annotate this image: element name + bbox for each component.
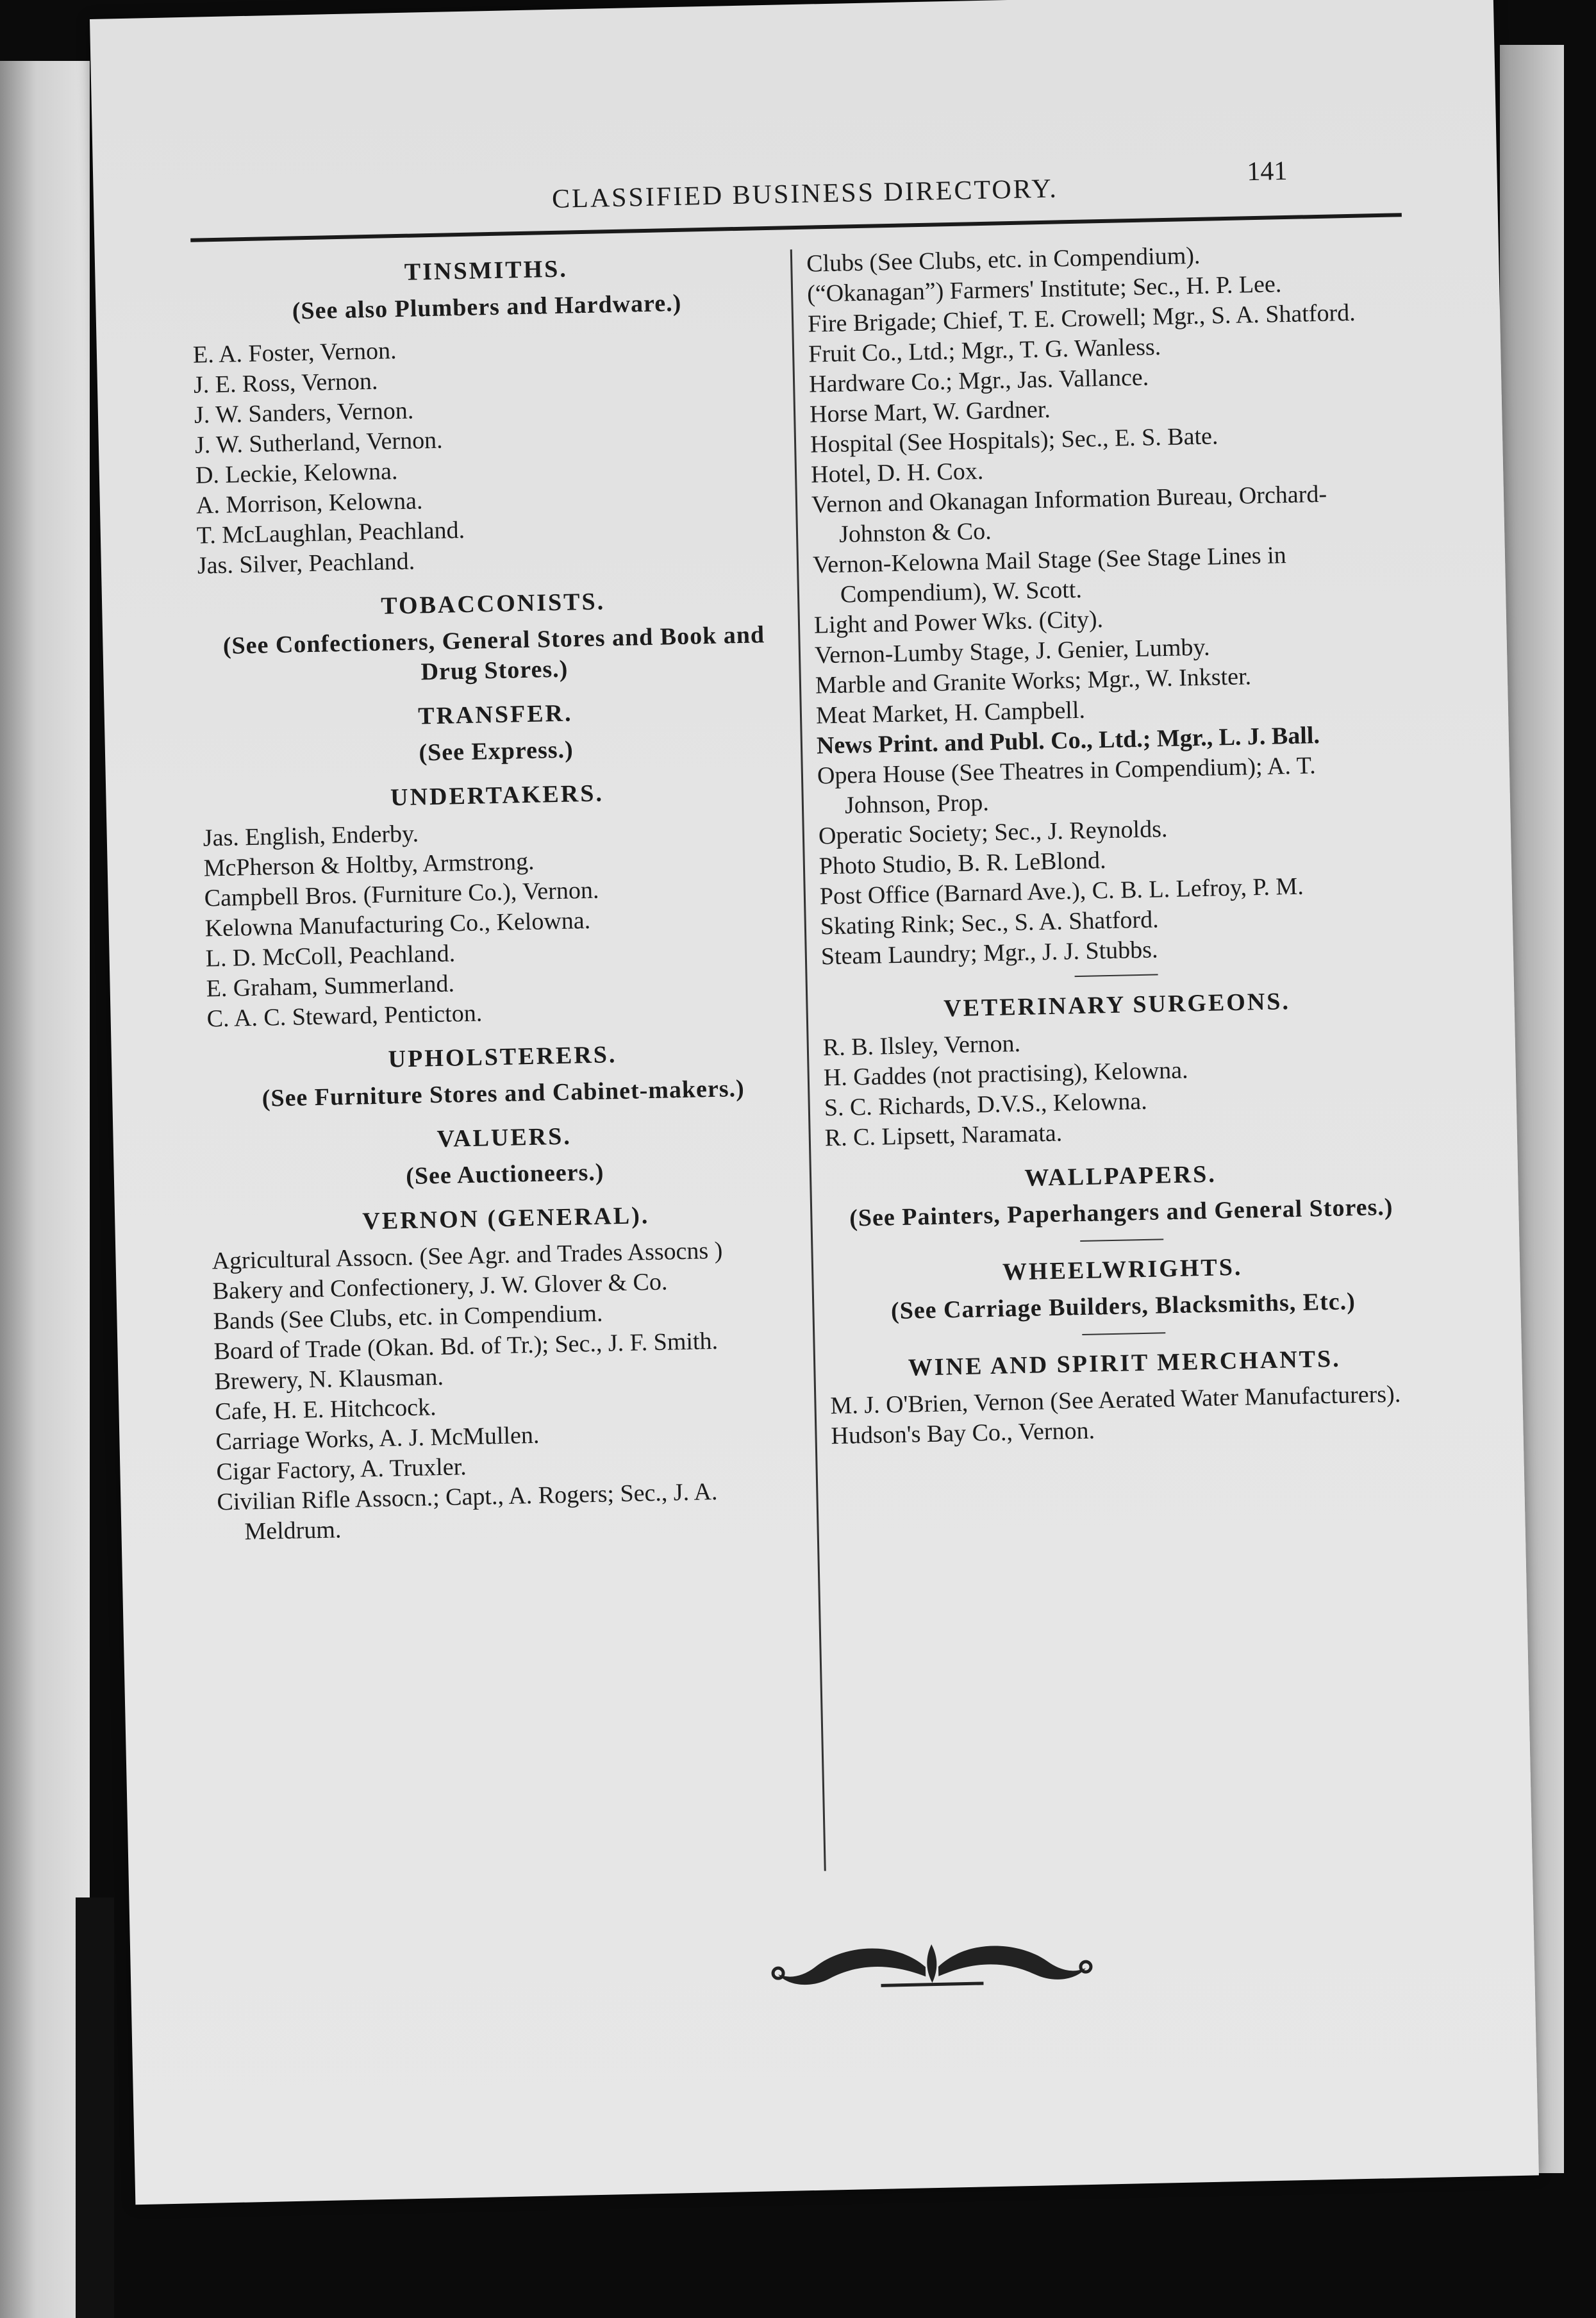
section-heading-wine-spirit-merchants: WINE AND SPIRIT MERCHANTS. (908, 1345, 1342, 1381)
section-heading-veterinary-surgeons: VETERINARY SURGEONS. (943, 988, 1291, 1022)
directory-entry: Civilian Rifle Assocn.; Capt., A. Rogers; Sec., J. A. Meldrum. (217, 1478, 718, 1546)
directory-entry: Horse Mart, W. Gardner. (809, 396, 1051, 428)
section-heading-undertakers: UNDERTAKERS. (390, 780, 604, 812)
directory-entry: Vernon and Okanagan Information Bureau, Orchard-Johnston & Co. (811, 480, 1327, 548)
directory-entry: Brewery, N. Klausman. (214, 1363, 444, 1396)
section-rule (1082, 1332, 1165, 1335)
directory-entry: Bakery and Confectionery, J. W. Glover & Co. (212, 1268, 668, 1305)
section-heading-vernon-general: VERNON (GENERAL). (362, 1202, 650, 1235)
directory-entry: Board of Trade (Okan. Bd. of Tr.); Sec., J. F. Smith. (213, 1327, 719, 1365)
cross-reference: (See Auctioneers.) (405, 1158, 604, 1190)
cross-reference: (See Carriage Builders, Blacksmiths, Etc.) (890, 1288, 1356, 1325)
directory-entry: Campbell Bros. (Furniture Co.), Vernon. (204, 876, 599, 912)
binding-spine (76, 1897, 114, 2318)
directory-entry: Jas. English, Enderby. (203, 820, 419, 852)
directory-entry: A. Morrison, Kelowna. (195, 487, 423, 519)
directory-entry: J. E. Ross, Vernon. (193, 367, 378, 399)
cross-reference: (See Painters, Paperhangers and General Stores.) (849, 1193, 1393, 1232)
directory-entry: Kelowna Manufacturing Co., Kelowna. (204, 906, 591, 942)
section-heading-wheelwrights: WHEELWRIGHTS. (1002, 1253, 1243, 1286)
directory-entry: Agricultural Assocn. (See Agr. and Trades Assocns ) (212, 1237, 723, 1275)
directory-entry: Bands (See Clubs, etc. in Compendium. (213, 1299, 603, 1335)
cross-reference: (See Confectioners, General Stores and Book and Drug Stores.) (222, 621, 765, 686)
directory-entry: Carriage Works, A. J. McMullen. (215, 1421, 540, 1456)
directory-entry: Clubs (See Clubs, etc. in Compendium). (806, 242, 1201, 278)
directory-entry: T. McLaughlan, Peachland. (196, 516, 465, 549)
directory-entry: Meat Market, H. Campbell. (815, 696, 1086, 730)
directory-entry: Fruit Co., Ltd.; Mgr., T. G. Wanless. (808, 333, 1161, 368)
directory-entry: Vernon-Kelowna Mail Stage (See Stage Lines in Compendium), W. Scott. (812, 542, 1287, 608)
directory-entry: D. Leckie, Kelowna. (195, 458, 398, 489)
directory-entry: Cafe, H. E. Hitchcock. (215, 1394, 436, 1426)
directory-entry: R. B. Ilsley, Vernon. (822, 1030, 1021, 1062)
section-heading-transfer: TRANSFER. (417, 699, 573, 730)
cross-reference: (See also Plumbers and Hardware.) (292, 289, 682, 325)
directory-entry: H. Gaddes (not practising), Kelowna. (823, 1056, 1188, 1092)
directory-entry: McPherson & Holtby, Armstrong. (203, 847, 535, 882)
directory-entry: Hardware Co.; Mgr., Jas. Vallance. (808, 363, 1149, 398)
book-page (90, 0, 1539, 2205)
section-heading-tinsmiths: TINSMITHS. (404, 255, 569, 286)
left-column (191, 250, 808, 1548)
directory-entry: E. Graham, Summerland. (206, 970, 455, 1003)
directory-entry: J. W. Sanders, Vernon. (194, 397, 414, 429)
directory-entry: M. J. O'Brien, Vernon (See Aerated Water Manufacturers). (830, 1380, 1401, 1420)
directory-entry: Operatic Society; Sec., J. Reynolds. (818, 815, 1168, 850)
section-rule (1080, 1238, 1163, 1242)
header-rule (190, 213, 1402, 242)
directory-entry: Post Office (Barnard Ave.), C. B. L. Lefroy, P. M. (819, 872, 1304, 910)
directory-entry: Hospital (See Hospitals); Sec., E. S. Bate. (810, 422, 1218, 458)
directory-entry: L. D. McColl, Peachland. (205, 940, 456, 972)
section-heading-wallpapers: WALLPAPERS. (1024, 1160, 1217, 1192)
directory-entry: (“Okanagan”) Farmers' Institute; Sec., H. P. Lee. (806, 271, 1282, 308)
directory-entry: Hudson's Bay Co., Vernon. (831, 1417, 1095, 1450)
directory-entry: Marble and Granite Works; Mgr., W. Inkster. (815, 663, 1252, 699)
section-heading-valuers: VALUERS. (436, 1122, 572, 1153)
directory-entry: Opera House (See Theatres in Compendium); A. T. Johnson, Prop. (817, 752, 1317, 819)
running-title: CLASSIFIED BUSINESS DIRECTORY. (551, 174, 1059, 214)
directory-entry: R. C. Lipsett, Naramata. (824, 1119, 1063, 1152)
directory-entry: Jas. Silver, Peachland. (197, 547, 415, 580)
directory-entry: Fire Brigade; Chief, T. E. Crowell; Mgr., S. A. Shatford. (807, 299, 1356, 338)
directory-entry: Vernon-Lumby Stage, J. Genier, Lumby. (814, 633, 1210, 669)
page-number: 141 (1246, 156, 1288, 187)
directory-entry: Steam Laundry; Mgr., J. J. Stubbs. (820, 936, 1158, 971)
directory-entry: J. W. Sutherland, Vernon. (194, 426, 443, 459)
right-column (806, 237, 1421, 1451)
directory-entry: Light and Power Wks. (City). (813, 606, 1104, 639)
directory-entry: Cigar Factory, A. Truxler. (216, 1453, 467, 1486)
directory-entry: Hotel, D. H. Cox. (810, 457, 984, 488)
directory-entry: Skating Rink; Sec., S. A. Shatford. (820, 906, 1160, 940)
directory-entry: C. A. C. Steward, Penticton. (206, 999, 483, 1033)
directory-entry: News Print. and Publ. Co., Ltd.; Mgr., L. J. Ball. (816, 722, 1320, 760)
section-heading-upholsterers: UPHOLSTERERS. (388, 1041, 617, 1073)
ornament-icon (765, 1928, 1099, 2006)
directory-entry: Photo Studio, B. R. LeBlond. (819, 847, 1106, 880)
directory-entry: E. A. Foster, Vernon. (192, 337, 397, 369)
section-heading-tobacconists: TOBACCONISTS. (380, 588, 606, 620)
cross-reference: (See Furniture Stores and Cabinet-makers.) (262, 1074, 745, 1112)
cross-reference: (See Express.) (419, 736, 574, 767)
directory-entry: S. C. Richards, D.V.S., Kelowna. (824, 1087, 1148, 1122)
section-rule (1075, 974, 1158, 977)
